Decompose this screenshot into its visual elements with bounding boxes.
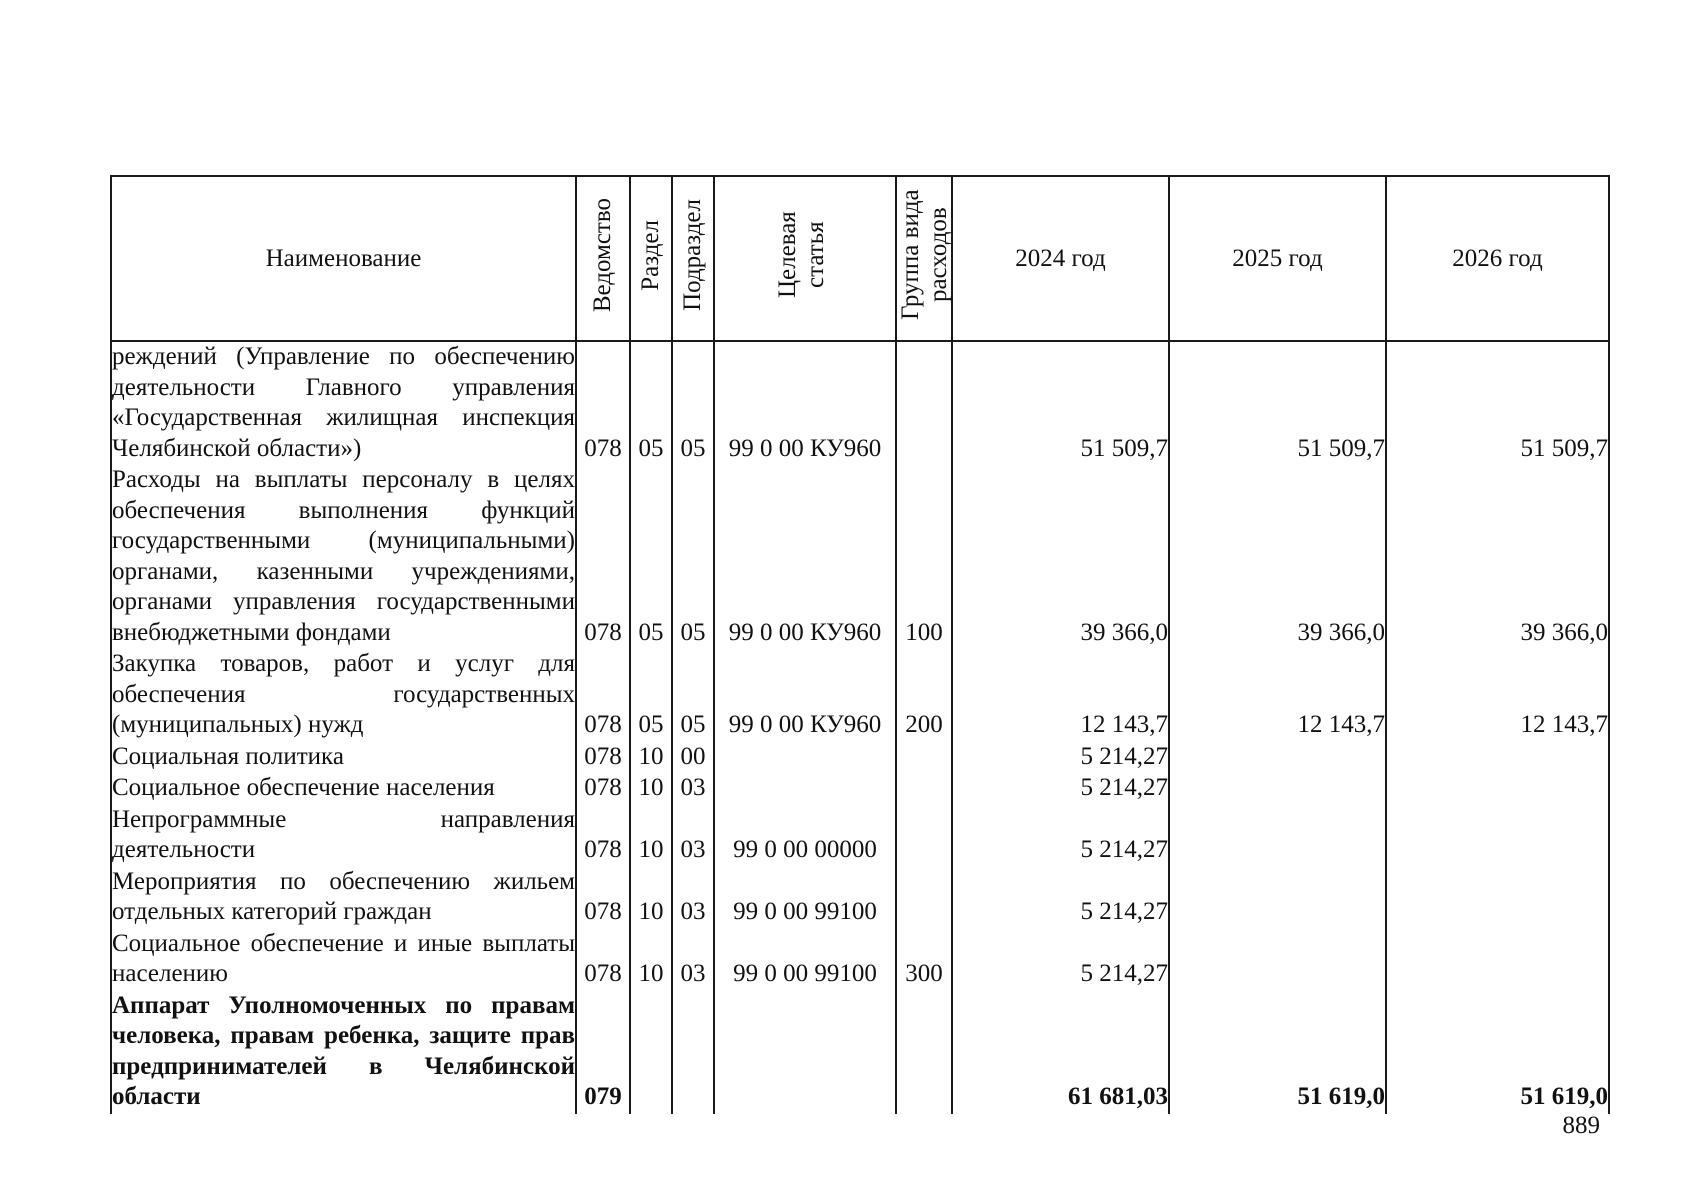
- budget-table: [110, 175, 1610, 1114]
- row-name: Мероприятия по обеспечению жильем отдельных категорий граждан: [111, 867, 576, 929]
- table-row: [111, 773, 1609, 805]
- header-vedomstvo: Ведомство: [576, 176, 630, 341]
- page-number: 889: [1562, 1112, 1600, 1139]
- table-row: [111, 929, 1609, 991]
- row-podrazdel: 05: [672, 465, 714, 649]
- row-gruppa-vida-rashodov: [896, 991, 952, 1114]
- row-gruppa-vida-rashodov: [896, 867, 952, 929]
- row-vedomstvo: 078: [576, 773, 630, 805]
- row-razdel: 05: [630, 649, 672, 742]
- row-celevaya-statya: 99 0 00 00000: [714, 805, 896, 867]
- row-name: реждений (Управление по обеспечению деятельности Главного управления «Государственная жилищная инспекция Челябинской области»): [111, 341, 576, 465]
- row-vedomstvo: 078: [576, 649, 630, 742]
- row-name: Непрограммные направления деятельности: [111, 805, 576, 867]
- row-gruppa-vida-rashodov: [896, 805, 952, 867]
- row-razdel: 10: [630, 867, 672, 929]
- row-amount-2026: [1386, 929, 1609, 991]
- row-amount-2024: 61 681,03: [952, 991, 1169, 1114]
- table-row-total: [111, 991, 1609, 1114]
- table-row: [111, 341, 1609, 465]
- table-row: [111, 742, 1609, 774]
- row-celevaya-statya: 99 0 00 КУ960: [714, 649, 896, 742]
- header-name: Наименование: [111, 176, 576, 341]
- row-amount-2026: [1386, 805, 1609, 867]
- row-celevaya-statya: [714, 991, 896, 1114]
- header-year-2026: 2026 год: [1386, 176, 1609, 341]
- row-name: Социальное обеспечение и иные выплаты населению: [111, 929, 576, 991]
- header-row: [111, 176, 1609, 341]
- table-row: [111, 649, 1609, 742]
- row-name: Расходы на выплаты персоналу в целях обеспечения выполнения функций государственными (муниципальными) органами, казенными учреждениями, органами управления государственными внебюджетными фондами: [111, 465, 576, 649]
- row-name: Социальное обеспечение населения: [111, 773, 576, 805]
- row-gruppa-vida-rashodov: [896, 742, 952, 774]
- row-amount-2026: 12 143,7: [1386, 649, 1609, 742]
- row-podrazdel: 05: [672, 649, 714, 742]
- row-amount-2025: 39 366,0: [1169, 465, 1386, 649]
- row-amount-2026: [1386, 867, 1609, 929]
- row-celevaya-statya: [714, 742, 896, 774]
- row-amount-2026: [1386, 773, 1609, 805]
- row-amount-2024: 51 509,7: [952, 341, 1169, 465]
- row-vedomstvo: 078: [576, 341, 630, 465]
- row-amount-2025: [1169, 867, 1386, 929]
- row-podrazdel: [672, 991, 714, 1114]
- row-gruppa-vida-rashodov: [896, 773, 952, 805]
- row-amount-2025: [1169, 742, 1386, 774]
- row-vedomstvo: 078: [576, 929, 630, 991]
- row-amount-2026: [1386, 742, 1609, 774]
- row-amount-2025: 12 143,7: [1169, 649, 1386, 742]
- row-amount-2026: 51 619,0: [1386, 991, 1609, 1114]
- row-name: Социальная политика: [111, 742, 576, 774]
- row-amount-2024: 5 214,27: [952, 805, 1169, 867]
- header-year-2024: 2024 год: [952, 176, 1169, 341]
- row-gruppa-vida-rashodov: [896, 341, 952, 465]
- header-podrazdel: Подраздел: [672, 176, 714, 341]
- row-celevaya-statya: 99 0 00 99100: [714, 929, 896, 991]
- row-gruppa-vida-rashodov: 300: [896, 929, 952, 991]
- row-amount-2024: 5 214,27: [952, 773, 1169, 805]
- row-razdel: 05: [630, 341, 672, 465]
- row-amount-2024: 5 214,27: [952, 742, 1169, 774]
- row-amount-2025: 51 509,7: [1169, 341, 1386, 465]
- row-podrazdel: 03: [672, 867, 714, 929]
- row-celevaya-statya: 99 0 00 КУ960: [714, 341, 896, 465]
- row-gruppa-vida-rashodov: 100: [896, 465, 952, 649]
- table-body: [111, 341, 1609, 1114]
- row-celevaya-statya: 99 0 00 КУ960: [714, 465, 896, 649]
- header-celevaya-statya: Целевая статья: [714, 176, 896, 341]
- row-celevaya-statya: 99 0 00 99100: [714, 867, 896, 929]
- table-header: [111, 176, 1609, 341]
- row-vedomstvo: 078: [576, 465, 630, 649]
- row-razdel: 10: [630, 929, 672, 991]
- row-name: Аппарат Уполномоченных по правам человека, правам ребенка, защите прав предпринимателей в Челябинской области: [111, 991, 576, 1114]
- header-year-2025: 2025 год: [1169, 176, 1386, 341]
- row-amount-2024: 39 366,0: [952, 465, 1169, 649]
- row-amount-2026: 51 509,7: [1386, 341, 1609, 465]
- row-amount-2025: 51 619,0: [1169, 991, 1386, 1114]
- row-amount-2025: [1169, 929, 1386, 991]
- row-celevaya-statya: [714, 773, 896, 805]
- row-podrazdel: 03: [672, 805, 714, 867]
- row-razdel: 05: [630, 465, 672, 649]
- row-amount-2024: 5 214,27: [952, 867, 1169, 929]
- row-podrazdel: 00: [672, 742, 714, 774]
- row-name: Закупка товаров, работ и услуг для обеспечения государственных (муниципальных) нужд: [111, 649, 576, 742]
- row-amount-2026: 39 366,0: [1386, 465, 1609, 649]
- row-amount-2024: 12 143,7: [952, 649, 1169, 742]
- row-vedomstvo: 079: [576, 991, 630, 1114]
- row-amount-2025: [1169, 773, 1386, 805]
- table-row: [111, 805, 1609, 867]
- row-razdel: 10: [630, 805, 672, 867]
- row-gruppa-vida-rashodov: 200: [896, 649, 952, 742]
- row-podrazdel: 03: [672, 929, 714, 991]
- table-row: [111, 867, 1609, 929]
- header-gruppa-vida-rashodov: Группа вида расходов: [896, 176, 952, 341]
- row-podrazdel: 05: [672, 341, 714, 465]
- row-razdel: [630, 991, 672, 1114]
- row-vedomstvo: 078: [576, 805, 630, 867]
- row-podrazdel: 03: [672, 773, 714, 805]
- row-amount-2025: [1169, 805, 1386, 867]
- row-razdel: 10: [630, 742, 672, 774]
- row-razdel: 10: [630, 773, 672, 805]
- header-razdel: Раздел: [630, 176, 672, 341]
- table-row: [111, 465, 1609, 649]
- row-vedomstvo: 078: [576, 742, 630, 774]
- row-amount-2024: 5 214,27: [952, 929, 1169, 991]
- row-vedomstvo: 078: [576, 867, 630, 929]
